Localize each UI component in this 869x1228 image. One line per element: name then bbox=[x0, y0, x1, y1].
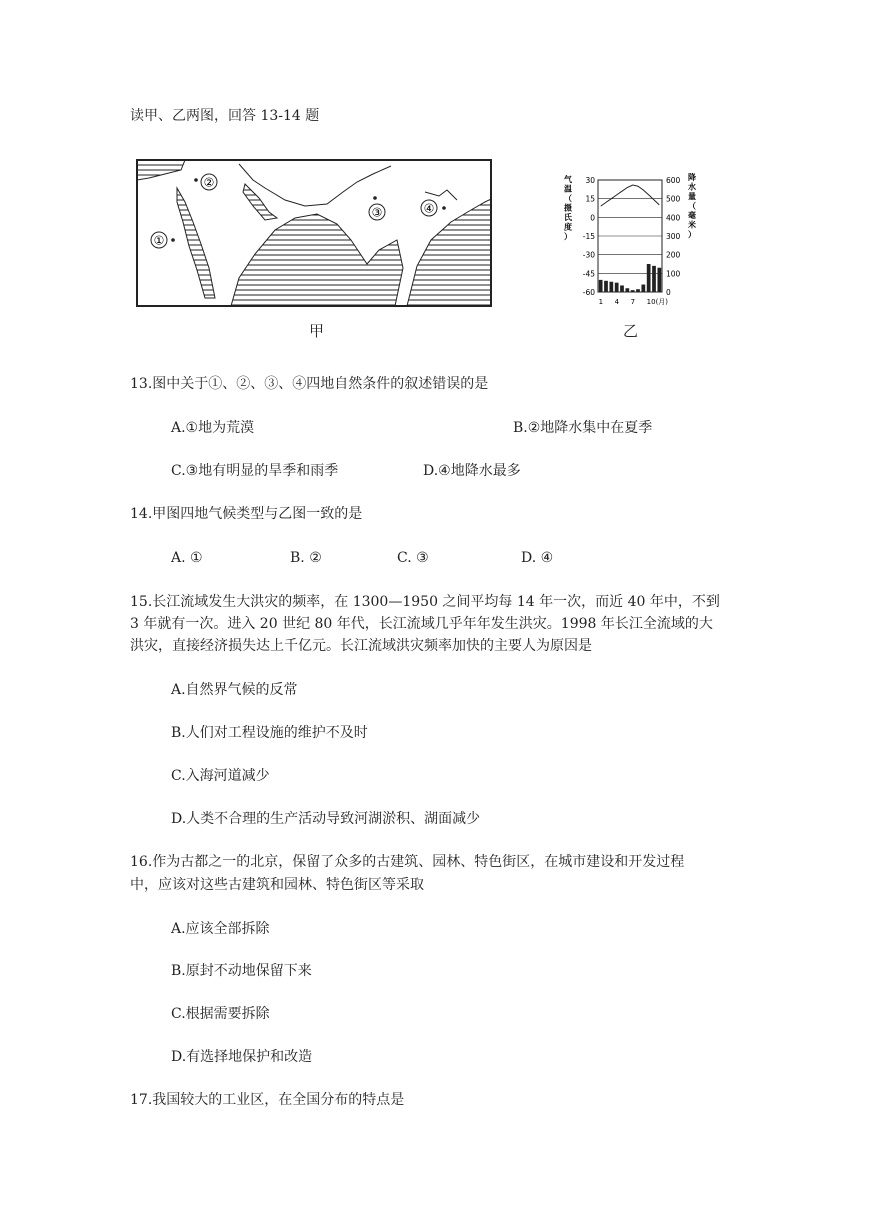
left-axis-title bbox=[563, 174, 573, 241]
marker-2: ② bbox=[203, 175, 215, 190]
right-axis-title-char: 水 bbox=[688, 182, 696, 192]
figure-yi-label: 乙 bbox=[623, 322, 639, 340]
q13-option-a: A.①地为荒漠 bbox=[171, 420, 255, 436]
left-axis-title-char: 氏 bbox=[564, 213, 572, 222]
left-tick-label: -30 bbox=[582, 250, 595, 260]
month-tick-label: 10(月) bbox=[646, 298, 669, 306]
right-axis-title-char: 降 bbox=[688, 173, 696, 182]
marker-4: ④ bbox=[423, 201, 435, 216]
left-axis-title-char: 温 bbox=[564, 184, 572, 194]
q16-stem-line-2: 中，应该对这些古建筑和园林、特色街区等采取 bbox=[130, 877, 424, 893]
right-tick-labels bbox=[666, 176, 681, 297]
q13-stem: 13.图中关于①、②、③、④四地自然条件的叙述错误的是 bbox=[130, 376, 489, 392]
left-tick-labels bbox=[583, 176, 595, 297]
precip-bars bbox=[599, 264, 661, 292]
precip-bar bbox=[599, 280, 603, 292]
q15-option-d: D.人类不合理的生产活动导致河湖淤积、湖面减少 bbox=[171, 811, 481, 827]
q16-option-a: A.应该全部拆除 bbox=[171, 921, 270, 937]
left-axis-title-char: （ bbox=[564, 194, 572, 203]
month-tick-label: 4 bbox=[614, 298, 620, 306]
q15-option-c: C.入海河道减少 bbox=[171, 768, 270, 784]
precip-bar bbox=[636, 289, 640, 292]
left-tick-label: -60 bbox=[582, 288, 595, 297]
left-axis-title-char: ） bbox=[564, 232, 572, 241]
figure-jia-label: 甲 bbox=[309, 322, 325, 340]
right-axis-title-char: （ bbox=[688, 201, 696, 211]
left-axis-title-char: 摄 bbox=[564, 203, 572, 213]
q15-option-a: A.自然界气候的反常 bbox=[171, 682, 298, 698]
left-tick-label: 0 bbox=[590, 213, 595, 223]
precip-bar bbox=[625, 288, 629, 292]
right-tick-label: 500 bbox=[666, 194, 681, 204]
precip-bar bbox=[657, 268, 661, 292]
marker-1: ① bbox=[153, 233, 165, 248]
right-tick-label: 400 bbox=[666, 213, 681, 223]
precip-bar bbox=[604, 281, 608, 292]
left-axis-title-char: 气 bbox=[564, 175, 572, 184]
right-axis-title-char: ） bbox=[688, 230, 696, 239]
q14-stem: 14.甲图四地气候类型与乙图一致的是 bbox=[130, 506, 363, 522]
q13-option-c: C.③地有明显的旱季和雨季 bbox=[171, 463, 339, 479]
left-tick-label: 15 bbox=[585, 194, 595, 204]
q16-stem-line-1: 16.作为古都之一的北京，保留了众多的古建筑、园林、特色街区，在城市建设和开发过程 bbox=[130, 854, 685, 870]
precip-bar bbox=[631, 290, 635, 292]
precip-bar bbox=[652, 266, 656, 292]
temperature-line bbox=[601, 185, 660, 206]
precip-bar bbox=[647, 264, 651, 292]
month-tick-labels bbox=[599, 298, 669, 306]
right-tick-label: 0 bbox=[666, 288, 671, 297]
precip-bar bbox=[615, 283, 619, 292]
map-figure-jia bbox=[135, 158, 495, 310]
right-tick-label: 600 bbox=[666, 176, 681, 185]
right-axis-title-char: 毫 bbox=[688, 211, 696, 220]
left-tick-label: -45 bbox=[582, 269, 595, 279]
right-tick-label: 300 bbox=[666, 232, 681, 241]
left-tick-label: -15 bbox=[582, 232, 595, 241]
q15-stem-line-1: 15.长江流域发生大洪灾的频率，在 1300—1950 之间平均每 14 年一次，而近 40 年中，不到 bbox=[130, 594, 720, 610]
q16-option-d: D.有选择地保护和改造 bbox=[171, 1049, 313, 1065]
marker-3: ③ bbox=[371, 205, 383, 220]
precip-bar bbox=[609, 282, 613, 292]
month-tick-label: 7 bbox=[630, 298, 636, 306]
right-tick-label: 200 bbox=[666, 250, 681, 260]
left-tick-label: 30 bbox=[585, 176, 595, 185]
right-tick-label: 100 bbox=[666, 269, 681, 279]
q14-option-b: B. ② bbox=[290, 550, 322, 566]
q14-option-d: D. ④ bbox=[521, 550, 554, 566]
right-axis-title bbox=[687, 172, 696, 239]
q15-stem-line-2: 3 年就有一次。进入 20 世纪 80 年代，长江流域几乎年年发生洪灾。1998 年长江全流域的大 bbox=[130, 616, 713, 632]
q15-option-b: B.人们对工程设施的维护不及时 bbox=[171, 725, 368, 741]
right-axis-title-char: 量 bbox=[688, 192, 696, 201]
q14-option-c: C. ③ bbox=[397, 550, 429, 566]
precip-bar bbox=[620, 285, 624, 292]
q13-option-d: D.④地降水最多 bbox=[423, 463, 521, 479]
q16-option-b: B.原封不动地保留下来 bbox=[171, 963, 312, 979]
q13-option-b: B.②地降水集中在夏季 bbox=[513, 420, 653, 436]
climate-chart-yi bbox=[560, 170, 700, 315]
precip-bar bbox=[641, 285, 645, 292]
intro-text: 读甲、乙两图，回答 13-14 题 bbox=[130, 108, 320, 124]
left-axis-title-char: 度 bbox=[564, 222, 572, 232]
q16-option-c: C.根据需要拆除 bbox=[171, 1006, 270, 1022]
month-tick-label: 1 bbox=[598, 298, 604, 306]
q14-option-a: A. ① bbox=[171, 550, 203, 566]
q17-stem: 17.我国较大的工业区，在全国分布的特点是 bbox=[130, 1092, 405, 1108]
q15-stem-line-3: 洪灾，直接经济损失达上千亿元。长江流域洪灾频率加快的主要人为原因是 bbox=[130, 638, 592, 654]
right-axis-title-char: 米 bbox=[688, 220, 696, 230]
